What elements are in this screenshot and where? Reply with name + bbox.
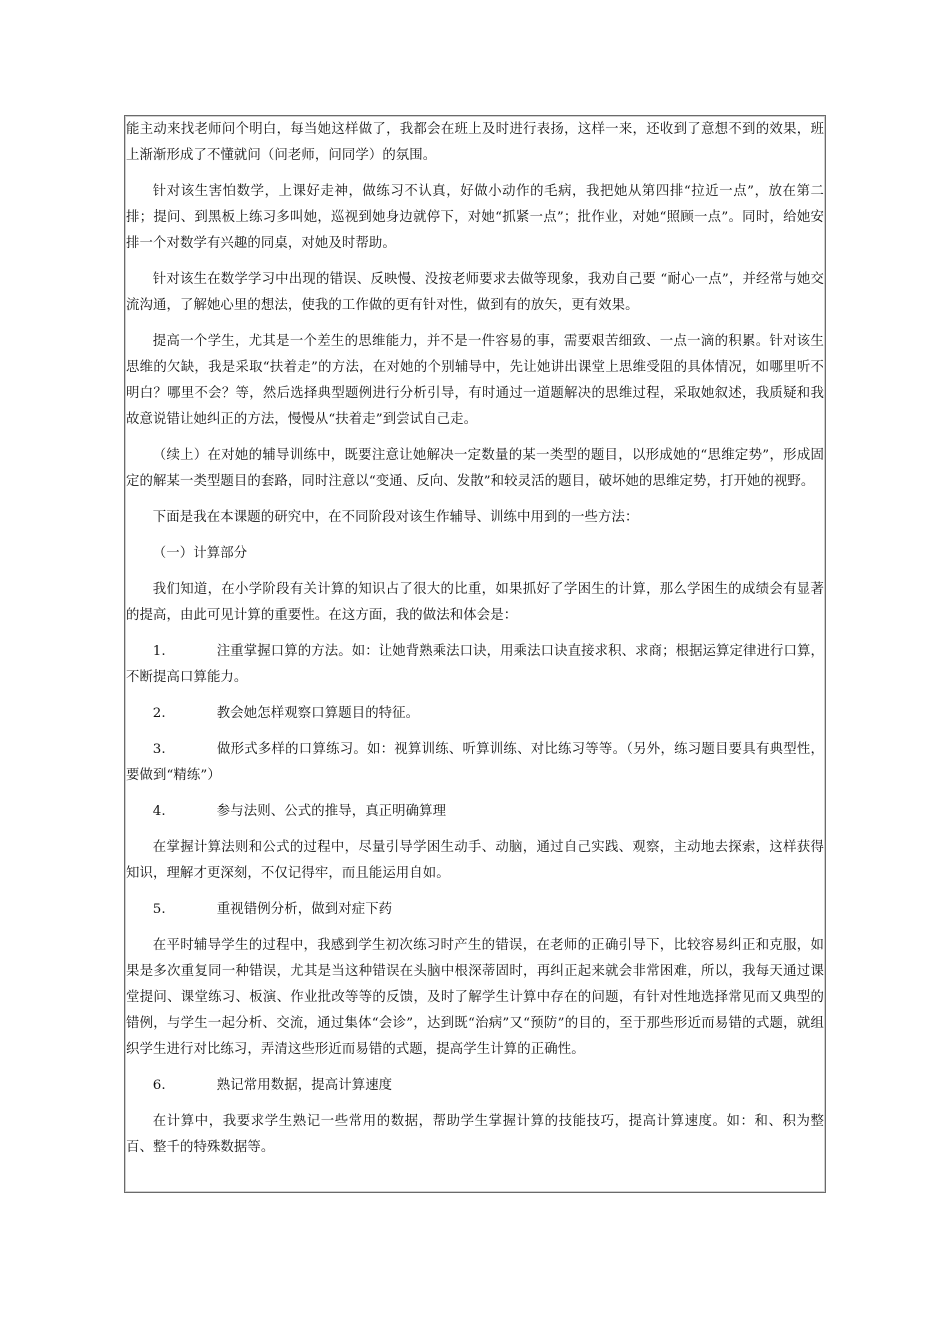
item-number: 1.: [152, 644, 166, 659]
list-item: [126, 799, 824, 825]
item-text: 重视错例分析，做到对症下药: [216, 902, 393, 917]
paragraph-methods-intro: 下面是我在本课题的研究中，在不同阶段对该生作辅导、训练中用到的一些方法：: [152, 510, 639, 525]
item-number: 6.: [152, 1078, 166, 1093]
item-text: 参与法则、公式的推导，真正明确算理: [216, 804, 447, 819]
item-text: 做形式多样的口算练习。如：视算训练、听算训练、对比练习等等。（另外，练习题目要具有典型性，要做到“精练”）: [126, 742, 824, 783]
paragraph-thinking: 提高一个学生，尤其是一个差生的思维能力，并不是一件容易的事，需要艰苦细致、一点一滴的积累。针对该生思维的欠缺，我是采取“扶着走”的方法，在对她的个别辅导中，先让她讲出课堂上思维受阻的具体情况，如哪里听不明白？哪里不会？等，然后选择典型题例进行分析引导，有时通过一道题解决的思维过程，采取她叙述，我质疑和我故意说错让她纠正的方法，慢慢从“扶着走”到尝试自己走。: [126, 334, 824, 427]
paragraph-patience: 针对该生在数学学习中出现的错误、反映慢、没按老师要求去做等现象，我劝自己要 “耐心一点”，并经常与她交流沟通，了解她心里的想法，使我的工作做的更有针对性，做到有的放矢，更有效果。: [126, 272, 824, 313]
item-number: 5.: [152, 902, 166, 917]
list-item: [126, 897, 824, 923]
paragraph-seating: 针对该生害怕数学，上课好走神，做练习不认真，好做小动作的毛病，我把她从第四排“拉近一点”，放在第二排；提问、到黑板上练习多叫她，巡视到她身边就停下，对她“抓紧一点”；批作业，对她“照顾一点”。同时，给她安排一个对数学有兴趣的同桌，对她及时帮助。: [126, 184, 824, 251]
item-detail: 在平时辅导学生的过程中，我感到学生初次练习时产生的错误，在老师的正确引导下，比较容易纠正和克服，如果是多次重复同一种错误，尤其是当这种错误在头脑中根深蒂固时，再纠正起来就会非常困难，所以，我每天通过课堂提问、课堂练习、板演、作业批改等等的反馈，及时了解学生计算中存在的问题，有针对性地选择常见而又典型的错例，与学生一起分析、交流，通过集体“会诊”，达到既“治病”又“预防”的目的，至于那些形近而易错的式题，就组织学生进行对比练习，弄清这些形近而易错的式题，提高学生计算的正确性。: [126, 938, 824, 1057]
item-number: 2.: [152, 706, 166, 721]
list-item: [126, 737, 824, 789]
item-number: 4.: [152, 804, 166, 819]
document-body: [126, 117, 824, 1171]
paragraph-training: （续上）在对她的辅导训练中，既要注意让她解决一定数量的某一类型的题目，以形成她的“思维定势”，形成固定的解某一类型题目的套路，同时注意以“变通、反向、发散”和较灵活的题目，破坏她的思维定势，打开她的视野。: [126, 448, 824, 489]
paragraph-intro: 能主动来找老师问个明白，每当她这样做了，我都会在班上及时进行表扬，这样一来，还收到了意想不到的效果，班上渐渐形成了不懂就问（问老师，问同学）的氛围。: [126, 122, 824, 163]
section-heading-calculation: （一）计算部分: [152, 546, 248, 561]
item-detail: 在掌握计算法则和公式的过程中，尽量引导学困生动手、动脑，通过自己实践、观察，主动地去探索，这样获得知识，理解才更深刻，不仅记得牢，而且能运用自如。: [126, 840, 824, 881]
item-text: 注重掌握口算的方法。如：让她背熟乘法口诀，用乘法口诀直接求积、求商；根据运算定律进行口算，不断提高口算能力。: [126, 644, 824, 685]
item-number: 3.: [152, 742, 166, 757]
list-item: [126, 1073, 824, 1099]
paragraph-calculation-importance: 我们知道，在小学阶段有关计算的知识占了很大的比重，如果抓好了学困生的计算，那么学困生的成绩会有显著的提高，由此可见计算的重要性。在这方面，我的做法和体会是：: [126, 582, 824, 623]
item-text: 教会她怎样观察口算题目的特征。: [216, 706, 420, 721]
list-item: [126, 639, 824, 691]
item-detail: 在计算中，我要求学生熟记一些常用的数据，帮助学生掌握计算的技能技巧，提高计算速度。如：和、积为整百、整千的特殊数据等。: [126, 1114, 824, 1155]
list-item: [126, 701, 824, 727]
item-text: 熟记常用数据，提高计算速度: [216, 1078, 393, 1093]
